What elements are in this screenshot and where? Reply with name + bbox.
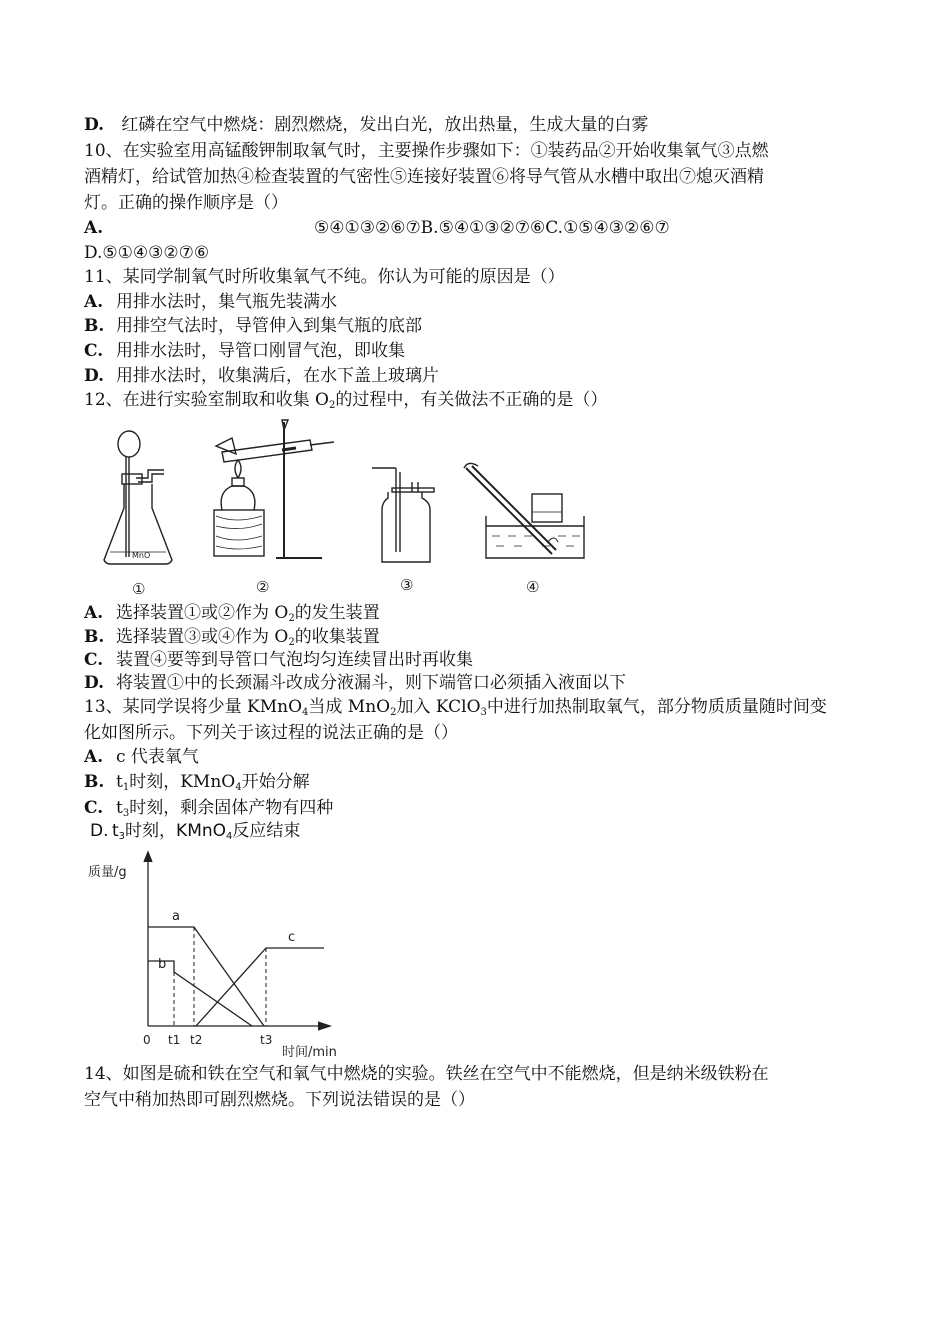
apparatus-1-flask: [104, 431, 172, 564]
option-text: 装置④要等到导管口气泡均匀连续冒出时再收集: [116, 650, 473, 670]
option-text: 的收集装置: [294, 627, 380, 647]
option-text: 反应结束: [232, 821, 301, 841]
apparatus-label: ③: [400, 576, 414, 594]
q10-stem-line-1: 10、在实验室用高锰酸钾制取氧气时，主要操作步骤如下：①装药品②开始收集氧气③点燃: [84, 141, 769, 161]
stem-part: 当成 MnO: [308, 697, 391, 717]
option-mark: B.: [84, 316, 105, 336]
q13-option-d: [90, 819, 866, 849]
q14-stem-line-1: 14、如图是硫和铁在空气和氧气中燃烧的实验。铁丝在空气中不能燃烧，但是纳米级铁粉在: [84, 1064, 769, 1084]
option-text: 用排水法时，集气瓶先装满水: [116, 292, 337, 312]
svg-text:MnO: MnO: [132, 551, 151, 560]
subscript: 2: [328, 400, 336, 411]
q10-stem-line-2: 酒精灯，给试管加热④检查装置的气密性⑤连接好装置⑥将导气管从水槽中取出⑦熄灭酒精: [84, 167, 764, 187]
option-mark: A.: [84, 603, 104, 623]
stem-part: 13、某同学误将少量 KMnO: [84, 697, 303, 717]
subscript: 4: [226, 831, 233, 842]
option-text: 用排水法时，导管口刚冒气泡，即收集: [116, 341, 405, 361]
curve-c-label: c: [288, 930, 296, 945]
apparatus-4-trough: [464, 463, 584, 558]
q13-stem-line-2: 化如图所示。下列关于该过程的说法正确的是（）: [84, 723, 458, 743]
stem-part: 12、在进行实验室制取和收集 O: [84, 390, 329, 410]
q11-option-b: [84, 314, 866, 338]
subscript: 3: [480, 707, 487, 718]
option-abc-text: ⑤④①③②⑥⑦B.⑤④①③②⑦⑥C.①⑤④③②⑥⑦: [314, 218, 670, 238]
y-axis-label: 质量/g: [88, 865, 127, 880]
tick-t1: t1: [168, 1033, 181, 1047]
option-text: t: [116, 798, 123, 818]
option-text: 的发生装置: [294, 603, 380, 623]
q14-stem-line-2: 空气中稍加热即可剧烈燃烧。下列说法错误的是（）: [84, 1090, 475, 1110]
tick-t2: t2: [190, 1033, 203, 1047]
option-text: 时刻，KMnO: [129, 772, 236, 792]
subscript: 2: [390, 707, 397, 718]
option-mark: C.: [84, 798, 104, 818]
x-axis-label: 时间/min: [282, 1045, 337, 1060]
q11-option-c: [84, 339, 866, 363]
option-mark: C.: [84, 341, 104, 361]
x-axis-arrow: [318, 1022, 330, 1030]
subscript: 3: [118, 831, 126, 842]
option-mark: D.: [84, 673, 105, 693]
option-text: 开始分解: [241, 772, 310, 792]
option-text: 选择装置③或④作为 O: [116, 627, 289, 647]
option-mark: B.: [84, 772, 105, 792]
q13-mass-time-graph: [86, 848, 366, 1060]
option-mark: D.: [84, 115, 105, 135]
option-text: 选择装置①或②作为 O: [116, 603, 289, 623]
q10-options-abc: [84, 216, 866, 240]
curve-a: [148, 927, 264, 1026]
q10-stem-line-3: 灯。正确的操作顺序是（）: [84, 193, 288, 213]
stem-part: 的过程中，有关做法不正确的是（）: [335, 390, 608, 410]
q12-apparatus-figure: [96, 412, 616, 598]
option-text: 将装置①中的长颈漏斗改成分液漏斗，则下端管口必须插入液面以下: [116, 673, 626, 693]
origin-label: 0: [143, 1033, 151, 1047]
curve-c: [196, 948, 324, 1026]
option-text: c 代表氧气: [116, 747, 199, 767]
option-text: t: [116, 772, 123, 792]
apparatus-3-bottle: [372, 468, 434, 562]
option-text: t: [112, 821, 119, 841]
option-text: 时刻，KMnO: [125, 821, 227, 841]
q10-option-d: D.⑤①④③②⑦⑥: [84, 243, 210, 263]
option-mark: A.: [84, 292, 104, 312]
subscript: 3: [122, 808, 130, 819]
apparatus-label: ④: [526, 578, 540, 596]
option-mark: B.: [84, 627, 105, 647]
option-text: 用排水法时，收集满后，在水下盖上玻璃片: [116, 366, 439, 386]
q12-option-c: [84, 648, 866, 672]
apparatus-label: ②: [256, 578, 270, 596]
subscript: 4: [302, 707, 309, 718]
q12-option-d: [84, 671, 866, 695]
q11-option-d: [84, 364, 866, 388]
curve-a-label: a: [172, 909, 180, 924]
subscript: 2: [288, 613, 295, 624]
option-mark: A.: [84, 218, 104, 238]
q11-option-a: [84, 290, 866, 314]
apparatus-2-heating: [214, 420, 334, 558]
tick-t3: t3: [260, 1033, 273, 1047]
option-mark: C.: [84, 650, 104, 670]
q13-option-a: [84, 745, 866, 769]
option-text: 用排空气法时，导管伸入到集气瓶的底部: [116, 316, 422, 336]
option-mark: A.: [84, 747, 104, 767]
y-axis-arrow: [144, 852, 152, 862]
subscript: 1: [122, 782, 130, 793]
subscript: 2: [288, 637, 295, 648]
option-text: 红磷在空气中燃烧：剧烈燃烧，发出白光，放出热量，生成大量的白雾: [121, 115, 649, 135]
option-text: 时刻，剩余固体产物有四种: [129, 798, 334, 818]
q9-option-d: [84, 113, 866, 137]
curve-b-label: b: [158, 957, 167, 972]
option-mark: D.: [84, 366, 105, 386]
option-mark: D.: [90, 821, 109, 841]
q11-stem: 11、某同学制氧气时所收集氧气不纯。你认为可能的原因是（）: [84, 267, 565, 287]
apparatus-label: ①: [132, 580, 146, 598]
subscript: 4: [235, 782, 242, 793]
stem-part: 加入 KClO: [396, 697, 481, 717]
stem-part: 中进行加热制取氧气，部分物质质量随时间变: [486, 697, 827, 717]
